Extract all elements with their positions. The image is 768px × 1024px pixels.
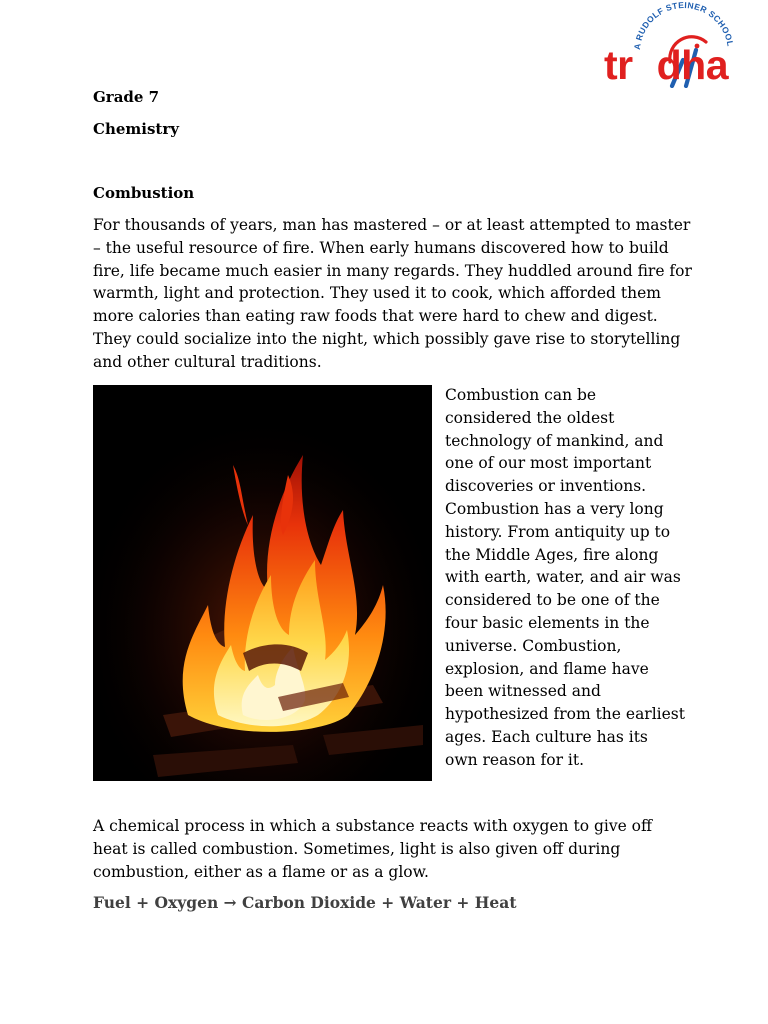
school-logo xyxy=(600,2,762,88)
combustion-equation: Fuel + Oxygen → Carbon Dioxide + Water + Heat xyxy=(93,893,517,912)
intro-paragraph: For thousands of years, man has mastered – or at least attempted to master – the useful resource of fire. When early humans discovered how to build fire, life became much easier in many regards. They huddled around fire for warmth, light and protection. They used it to cook, which afforded them more calories than eating raw foods that were hard to chew and digest. They could socialize into the night, which possibly gave rise to storytelling and other cultural traditions. xyxy=(93,216,692,371)
section-title: Combustion xyxy=(93,184,195,202)
logo-wordmark-right: dha xyxy=(656,42,729,88)
side-paragraph: Combustion can be considered the oldest technology of mankind, and one of our most important discoveries or inventions. Combustion has a very long history. From antiquity up to the Middle Ages, fire along with earth, water, and air was considered to be one of the four basic elements in the universe. Combustion, explosion, and flame have been witnessed and hypothesized from the earliest ages. Each culture has its own reason for it. xyxy=(445,386,685,769)
logo-tagline: A RUDOLF STEINER SCHOOL xyxy=(631,2,736,51)
fire-image xyxy=(93,385,432,781)
definition-paragraph: A chemical process in which a substance reacts with oxygen to give off heat is called combustion. Sometimes, light is also given off during combustion, either as a flame or as a glow. xyxy=(93,817,653,881)
logo-wordmark xyxy=(604,42,728,88)
grade-heading: Grade 7 xyxy=(93,88,160,106)
fire-photo xyxy=(93,385,432,781)
logo-wordmark-left: tr xyxy=(604,42,633,88)
subject-heading: Chemistry xyxy=(93,120,179,138)
